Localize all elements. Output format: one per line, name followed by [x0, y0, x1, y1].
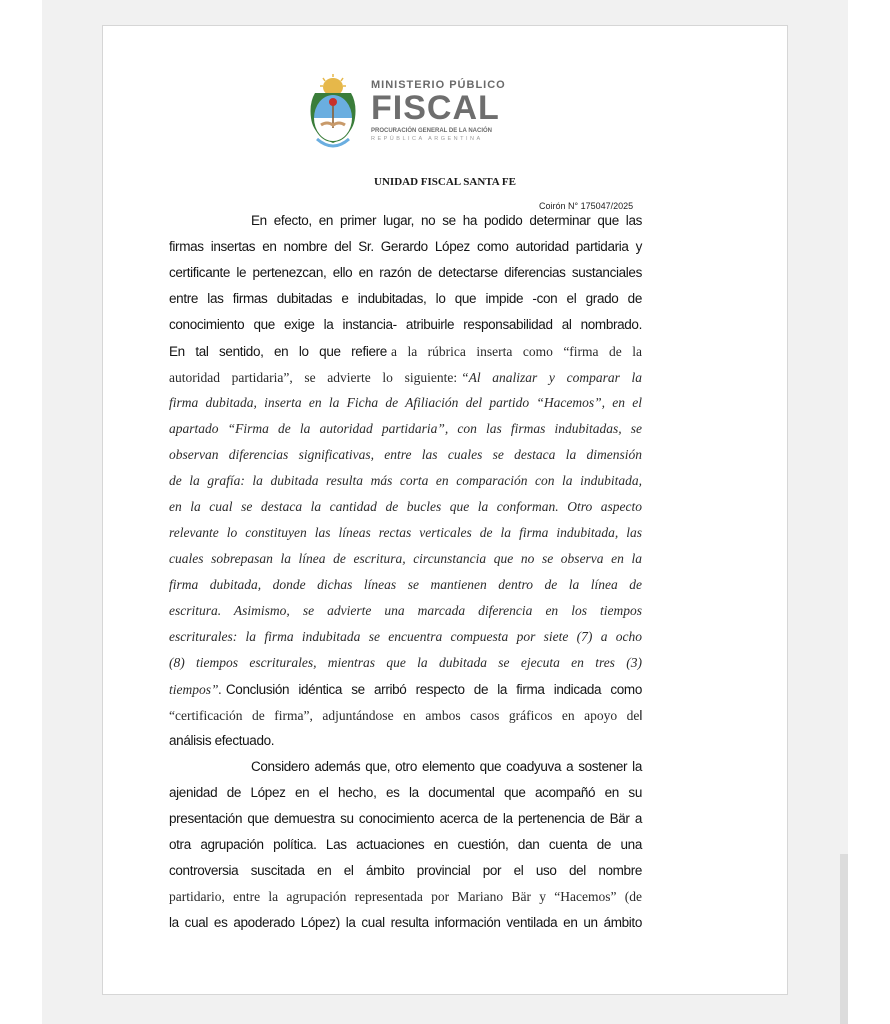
quote-line: en la cual se destaca la cantidad de bucles que la conforman. Otro aspecto	[169, 499, 642, 514]
body-line	[169, 369, 642, 389]
body-line: la cual es apoderado López) la cual resulta información ventilada en un ámbito	[169, 915, 642, 930]
quote-line: firma dubitada, inserta en la Ficha de Afiliación del partido “Hacemos”, en el	[169, 395, 642, 410]
quote-line: (8) tiempos escriturales, mientras que la dubitada se ejecuta en tres (3)	[169, 655, 642, 670]
quote-segment: tiempos”.	[169, 682, 222, 697]
body-line: controversia suscitada en el ámbito provincial por el uso del nombre	[169, 863, 642, 878]
quote-line: escritura. Asimismo, se advierte una marcada diferencia en los tiempos	[169, 603, 642, 618]
quote-line: observan diferencias significativas, entre las cuales se destaca la dimensión	[169, 447, 642, 462]
quote-segment: “Al analizar y comparar la	[461, 370, 642, 385]
body-line	[169, 343, 642, 363]
quote-line: firma dubitada, donde dichas líneas se mantienen dentro de la línea de	[169, 577, 642, 592]
quote-line: de la grafía: la dubitada resulta más corta en comparación con la indubitada,	[169, 473, 642, 488]
body-line: firmas insertas en nombre del Sr. Gerardo López como autoridad partidaria y	[169, 239, 642, 254]
scrollbar-track[interactable]	[848, 0, 890, 1024]
body-line: presentación que demuestra su conocimiento acerca de la pertenencia de Bär a	[169, 811, 642, 826]
body-line: partidario, entre la agrupación representada por Mariano Bär y “Hacemos” (de	[169, 889, 642, 904]
quote-line: relevante lo constituyen las líneas rectas verticales de la firma indubitada, las	[169, 525, 642, 540]
body-line: ajenidad de López en el hecho, es la documental que acompañó en su	[169, 785, 642, 800]
quote-line: cuales sobrepasan la línea de escritura, circunstancia que no se observa en la	[169, 551, 642, 566]
document-page	[102, 25, 788, 995]
body-line: certificante le pertenezcan, ello en razón de detectarse diferencias sustanciales	[169, 265, 642, 280]
logo-procuracion-line: PROCURACIÓN GENERAL DE LA NACIÓN	[371, 128, 493, 134]
text-segment: a la rúbrica inserta como “firma de la	[390, 344, 642, 359]
text-segment: Conclusión idéntica se arribó respecto de la firma indicada como	[225, 682, 642, 697]
unit-title: UNIDAD FISCAL SANTA FE	[374, 176, 516, 188]
scrollbar-thumb[interactable]	[840, 854, 848, 1024]
text-segment: l	[639, 708, 642, 723]
coat-of-arms-icon	[305, 73, 361, 153]
case-reference: Coirón N° 175047/2025	[539, 201, 634, 211]
body-line: otra agrupación política. Las actuaciones en cuestión, dan cuenta de una	[169, 837, 642, 852]
body-line	[169, 707, 642, 727]
body-line: conocimiento que exige la instancia- atribuirle responsabilidad al nombrado.	[169, 317, 642, 332]
body-line: Considero además que, otro elemento que coadyuva a sostener la	[251, 759, 642, 774]
logo-ministry-line: MINISTERIO PÚBLICO	[371, 79, 506, 91]
text-segment: “certificación de firma”, adjuntándose en ambos casos gráficos en apoyo de	[169, 708, 640, 723]
body-line: análisis efectuado.	[169, 733, 275, 748]
quote-line: apartado “Firma de la autoridad partidaria”, con las firmas indubitadas, se	[169, 421, 642, 436]
logo-fiscal-word: FISCAL	[371, 89, 500, 127]
body-line: En efecto, en primer lugar, no se ha podido determinar que las	[251, 213, 642, 228]
quote-line: escriturales: la firma indubitada se encuentra compuesta por siete (7) a ocho	[169, 629, 642, 644]
text-segment: autoridad partidaria”, se advierte lo siguiente:	[169, 370, 458, 385]
text-segment: En tal sentido, en lo que refiere	[169, 344, 387, 359]
ministry-logo	[305, 73, 515, 155]
logo-text-block	[371, 79, 506, 142]
logo-republica-line: REPÚBLICA ARGENTINA	[371, 136, 483, 142]
body-line	[169, 681, 642, 701]
body-line: entre las firmas dubitadas e indubitadas, lo que impide -con el grado de	[169, 291, 642, 306]
